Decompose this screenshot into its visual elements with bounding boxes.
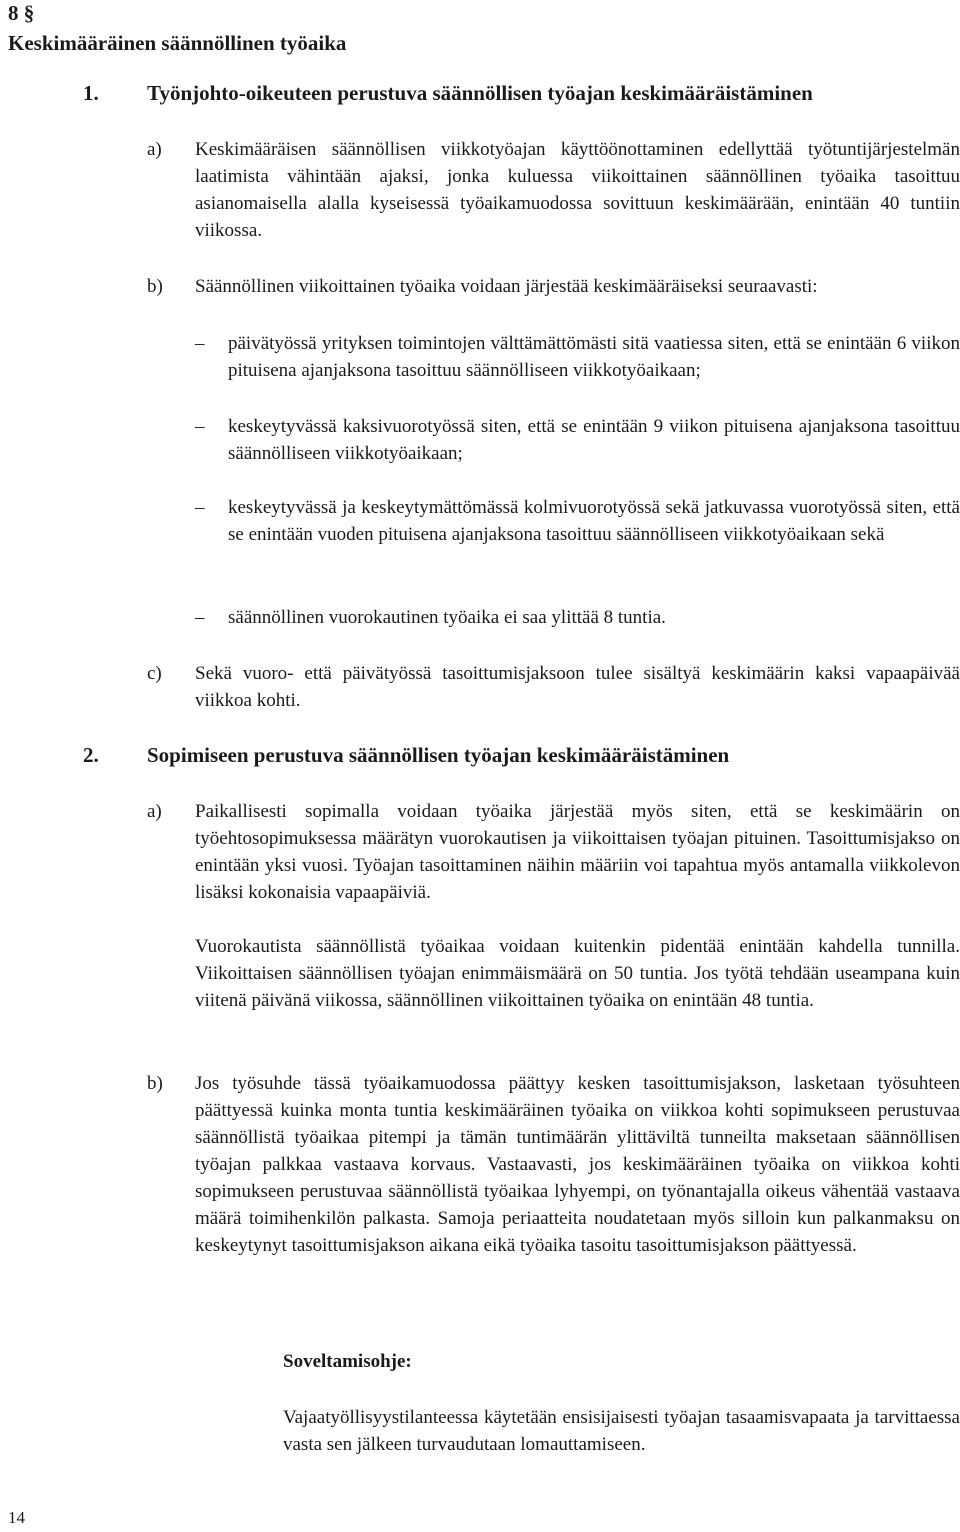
section-number: 8 § (8, 1, 35, 25)
item-text: Säännöllinen viikoittainen työaika voidaan järjestää keskimääräiseksi seuraavasti: (195, 276, 818, 297)
section-title: Keskimääräinen säännöllinen työaika (8, 31, 347, 55)
dash-bullet: – (195, 497, 205, 518)
part-2-title: Sopimiseen perustuva säännöllisen työajan keskimääräistäminen (147, 743, 730, 767)
item-label: a) (147, 139, 162, 160)
dash-bullet: – (195, 333, 205, 354)
item-label: a) (147, 801, 162, 822)
paragraph: Vuorokautista säännöllistä työaikaa voidaan kuitenkin pidentää enintään kahdella tunnilla. Viikoittaisen säännöllisen työajan enimmäismäärä on 50 tuntia. Jos työtä tehdään useampana kuin viitenä päivänä viikossa, säännöllinen viikoittainen työaika on enintään 48 tuntia. (195, 936, 960, 1011)
dash-item-text: päivätyössä yrityksen toimintojen välttämättömästi sitä vaatiessa siten, että se enintään 6 viikon pituisena ajanjaksona tasoittuu säännölliseen viikkotyöaikaan; (228, 333, 960, 381)
item-text (195, 1070, 960, 1259)
note-title: Soveltamisohje: (283, 1351, 412, 1372)
part-2-number: 2. (83, 743, 99, 767)
paragraph: Paikallisesti sopimalla voidaan työaika järjestää myös siten, että se keskimäärin on työehtosopimuksessa määrätyn vuorokautisen ja viikoittaisen työajan pituinen. Tasoittumisjakso on enintään yksi vuosi. Työajan tasoittaminen näihin määriin voi tapahtua myös antamalla viikkolevon lisäksi kokonaisia vapaapäiviä. (195, 801, 960, 903)
item-text: Sekä vuoro- että päivätyössä tasoittumisjaksoon tulee sisältyä keskimäärin kaksi vapaapäivää viikkoa kohti. (195, 663, 960, 711)
item-text (195, 798, 960, 1014)
item-text: Keskimääräisen säännöllisen viikkotyöajan käyttöönottaminen edellyttää työtuntijärjestelmän laatimista vähintään ajaksi, jonka kuluessa viikoittainen säännöllinen työaika tasoittuu asianomaisella alalla kyseisessä työaikamuodossa sovittuun keskimäärään, enintään 40 tuntiin viikossa. (195, 139, 960, 241)
dash-bullet: – (195, 607, 205, 628)
dash-item-text: keskeytyvässä ja keskeytymättömässä kolmivuorotyössä sekä jatkuvassa vuorotyössä siten, että se enintään vuoden pituisena ajanjaksona tasoittuu säännölliseen viikkotyöaikaan sekä (228, 497, 960, 545)
dash-bullet: – (195, 416, 205, 437)
dash-item-text: keskeytyvässä kaksivuorotyössä siten, että se enintään 9 viikon pituisena ajanjaksona tasoittuu säännölliseen viikkotyöaikaan; (228, 416, 960, 464)
paragraph: Jos työsuhde tässä työaikamuodossa päättyy kesken tasoittumisjakson, lasketaan työsuhteen päättyessä kuinka monta tuntia keskimääräinen työaika on viikkoa kohti sopimukseen perustuvaa säännöllistä työaikaa pitempi ja tämän tuntimäärän ylittäviltä tunneilta maksetaan säännöllisen työajan palkkaa vastaava korvaus. Vastaavasti, jos keskimääräinen työaika on viikkoa kohti sopimukseen perustuvaa säännöllistä työaikaa lyhyempi, on työnantajalla oikeus vähentää vastaava määrä toimihenkilön palkasta. Samoja periaatteita noudatetaan myös silloin kun palkanmaksu on keskeytynyt tasoittumisjakson aikana eikä työaika tasoitu tasoittumisjakson päättyessä. (195, 1073, 960, 1256)
item-label: c) (147, 663, 162, 684)
note-text: Vajaatyöllisyystilanteessa käytetään ensisijaisesti työajan tasaamisvapaata ja tarvittaessa vasta sen jälkeen turvaudutaan lomauttamiseen. (283, 1407, 960, 1455)
item-label: b) (147, 276, 163, 297)
part-1-number: 1. (83, 81, 99, 105)
item-label: b) (147, 1073, 163, 1094)
dash-item-text: säännöllinen vuorokautinen työaika ei saa ylittää 8 tuntia. (228, 607, 666, 628)
part-1-title: Työnjohto-oikeuteen perustuva säännöllisen työajan keskimääräistäminen (147, 81, 813, 105)
page-number: 14 (8, 1508, 25, 1527)
